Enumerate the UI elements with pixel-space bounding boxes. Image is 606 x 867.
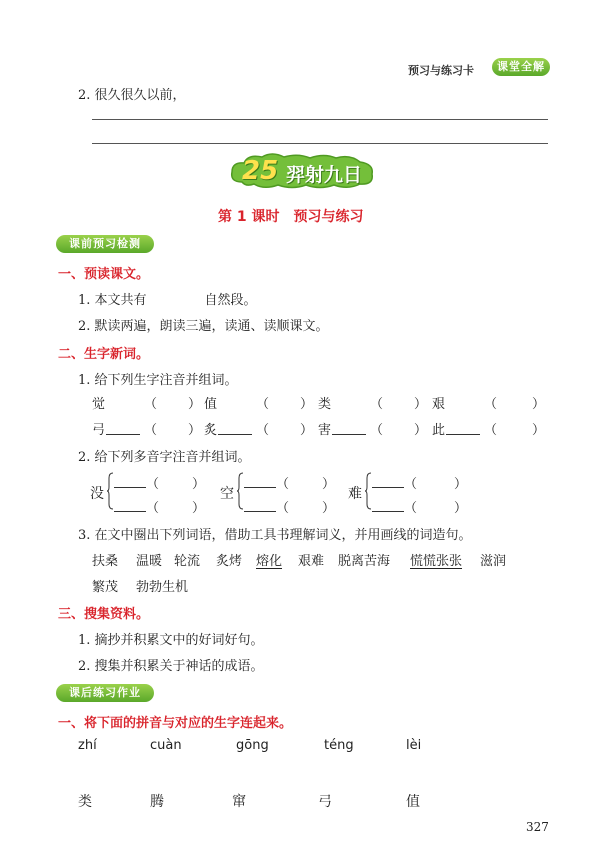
poly-char: 难 [348,486,362,502]
paren-open: （ [484,423,498,438]
paren-close: ） [454,501,468,516]
vocab-word: 勃勃生机 [136,580,189,595]
char: 值 [204,397,218,412]
lesson-title: 羿射九日 [286,164,363,186]
paren-close: ） [532,397,546,412]
part2-q2: 2. 给下列多音字注音并组词。 [78,450,251,465]
lesson-subtitle: 第 1 课时 预习与练习 [218,209,364,225]
pinyin: téng [324,738,354,753]
blank [332,421,366,435]
paren-open: （ [146,477,160,492]
paren-open: （ [276,501,290,516]
paren-close: ） [322,477,336,492]
blank [244,498,276,512]
part2-heading: 二、生字新词。 [58,347,150,362]
char: 弓 [92,423,106,438]
part1-q2: 2. 默读两遍，朗读三遍，读通、读顺课文。 [78,319,329,334]
blank [114,498,146,512]
card-label: 预习与练习卡 [408,64,474,77]
paren-close: ） [188,423,202,438]
pinyin: cuàn [150,738,182,753]
part1-q1 [78,289,257,308]
blank [244,474,276,488]
char: 艰 [432,397,446,412]
pinyin-row [78,738,478,756]
paren-open: （ [146,501,160,516]
paren-close: ） [192,477,206,492]
part4-heading: 一、将下面的拼音与对应的生字连起来。 [58,716,293,731]
vocab-word: 炙烤 [216,554,243,569]
paren-open: （ [404,477,418,492]
part1-q1-suffix: 自然段。 [204,293,257,308]
polyphone-group-3 [348,468,488,514]
vocab-word: 脱离苦海 [338,554,391,569]
blank [218,421,252,435]
part3-q1: 1. 摘抄并积累文中的好词好句。 [78,633,264,648]
poly-char: 没 [90,486,104,502]
paren-close: ） [188,397,202,412]
char: 弓 [318,794,332,810]
section-badge-post: 课后练习作业 [56,684,154,702]
answer-line [92,119,548,120]
vocab-row-1 [92,550,552,568]
paren-close: ） [454,477,468,492]
pinyin: lèi [406,738,422,753]
lesson-title-badge [228,152,376,190]
polyphone-group-1 [90,468,230,514]
paren-open: （ [484,397,498,412]
paren-close: ） [322,501,336,516]
char: 值 [406,794,420,810]
part2-q3: 3. 在文中圈出下列词语，借助工具书理解词义，并用画线的词造句。 [78,528,472,543]
char: 类 [318,397,332,412]
vocab-word: 扶桑 [92,554,119,569]
vocab-word-underlined: 熔化 [256,554,283,569]
brace-icon [365,472,371,510]
answer-line [92,143,548,144]
char: 此 [432,423,446,438]
paren-close: ） [300,423,314,438]
part1-heading: 一、预读课文。 [58,267,150,282]
paren-open: （ [404,501,418,516]
part3-heading: 三、搜集资料。 [58,607,150,622]
char: 腾 [150,794,164,810]
char: 窜 [232,794,246,810]
paren-close: ） [192,501,206,516]
blank [106,421,140,435]
section-badge-pre: 课前预习检测 [56,235,154,253]
blank [372,474,404,488]
pinyin-row-2 [92,419,552,437]
char: 炙 [204,423,218,438]
part1-q1-text: 1. 本文共有 [78,293,147,308]
part3-q2: 2. 搜集并积累关于神话的成语。 [78,659,264,674]
brand-badge: 课堂全解 [492,58,550,76]
vocab-word: 繁茂 [92,580,119,595]
blank [114,474,146,488]
polyphone-group-2 [220,468,360,514]
paren-close: ） [414,423,428,438]
char-row [78,791,478,811]
paren-open: （ [370,423,384,438]
paren-close: ） [414,397,428,412]
blank [147,295,205,308]
char: 害 [318,423,332,438]
char: 觉 [92,397,106,412]
paren-open: （ [256,397,270,412]
pinyin: zhí [78,738,97,753]
vocab-word-underlined: 慌慌张张 [410,554,463,569]
paren-open: （ [256,423,270,438]
vocab-row-2 [92,576,292,594]
pinyin: gōng [236,738,269,753]
paren-open: （ [276,477,290,492]
paren-close: ） [300,397,314,412]
paren-open: （ [144,423,158,438]
question-item: 2. 很久很久以前， [78,88,186,103]
blank [446,421,480,435]
page-number: 327 [526,820,549,834]
vocab-word: 温暖 [136,554,163,569]
char: 类 [78,794,92,810]
paren-close: ） [532,423,546,438]
lesson-number: 25 [242,156,279,186]
pinyin-row-1 [92,393,552,411]
part2-q1: 1. 给下列生字注音并组词。 [78,373,238,388]
blank [372,498,404,512]
brace-icon [107,472,113,510]
vocab-word: 滋润 [480,554,507,569]
paren-open: （ [370,397,384,412]
poly-char: 空 [220,486,234,502]
paren-open: （ [144,397,158,412]
vocab-word: 艰难 [298,554,325,569]
vocab-word: 轮流 [174,554,201,569]
brace-icon [237,472,243,510]
